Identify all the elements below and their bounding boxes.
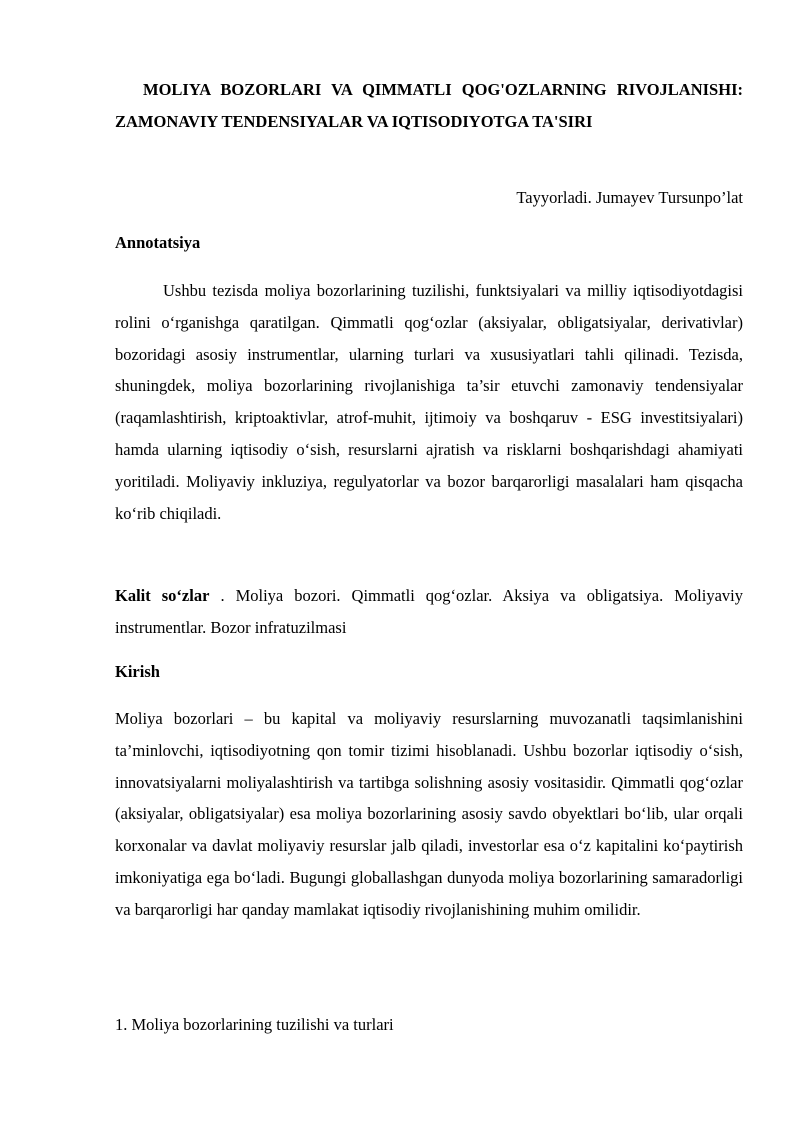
keywords-label: Kalit so‘zlar [115, 586, 210, 605]
intro-paragraph: Moliya bozorlari – bu kapital va moliyaviy resurslarning muvozanatli taqsimlanishini ta’minlovchi, iqtisodiyotning qon tomir tizimi hisoblanadi. Ushbu bozorlar iqtisodiy o‘sish, innovatsiyalarni moliyalashtirish va tartibga solishning asosiy vositasidir. Qimmatli qog‘ozlar (aksiyalar, obligatsiyalar) esa moliya bozorlarining asosiy savdo obyektlari bo‘lib, ular orqali korxonalar va davlat moliyaviy resurslar jalb qiladi, investorlar esa o‘z kapitalini ko‘paytirish imkoniyatiga ega bo‘ladi. Bugungi globallashgan dunyoda moliya bozorlarining samaradorligi va barqarorligi har qanday mamlakat iqtisodiy rivojlanishining muhim omilidir. [115, 709, 743, 919]
annotation-paragraph: Ushbu tezisda moliya bozorlarining tuzilishi, funktsiyalari va milliy iqtisodiyotdagisi rolini o‘rganishga qaratilgan. Qimmatli qog‘ozlar (aksiyalar, obligatsiyalar, derivativlar) bozoridagi asosiy instrumentlar, ularning turlari va xususiyatlari tahli qilinadi. Tezisda, shuningdek, moliya bozorlarining rivojlanishiga ta’sir etuvchi zamonaviy tendensiyalar (raqamlashtirish, kriptoaktivlar, atrof-muhit, ijtimoiy va boshqaruv - ESG investitsiyalari) hamda ularning iqtisodiy o‘sish, resurslarni ajratish va risklarni boshqarishdagi ahamiyati yoritiladi. Moliyaviy inkluziya, regulyatorlar va bozor barqarorligi masalalari ham qisqacha ko‘rib chiqiladi. [115, 281, 743, 523]
intro-heading: Kirish [115, 662, 160, 681]
section-1-heading: 1. Moliya bozorlarining tuzilishi va turlari [115, 1015, 394, 1034]
keywords-paragraph [115, 580, 743, 644]
keywords-text: . Moliya bozori. Qimmatli qog‘ozlar. Aksiya va obligatsiya. Moliyaviy instrumentlar. Bozor infratuzilmasi [115, 586, 743, 637]
author-line: Tayyorladi. Jumayev Tursunpo’lat [516, 188, 743, 207]
document-title: MOLIYA BOZORLARI VA QIMMATLI QOG'OZLARNING RIVOJLANISHI: ZAMONAVIY TENDENSIYALAR VA IQTISODIYOTGA TA'SIRI [115, 80, 743, 131]
annotation-heading: Annotatsiya [115, 233, 201, 252]
